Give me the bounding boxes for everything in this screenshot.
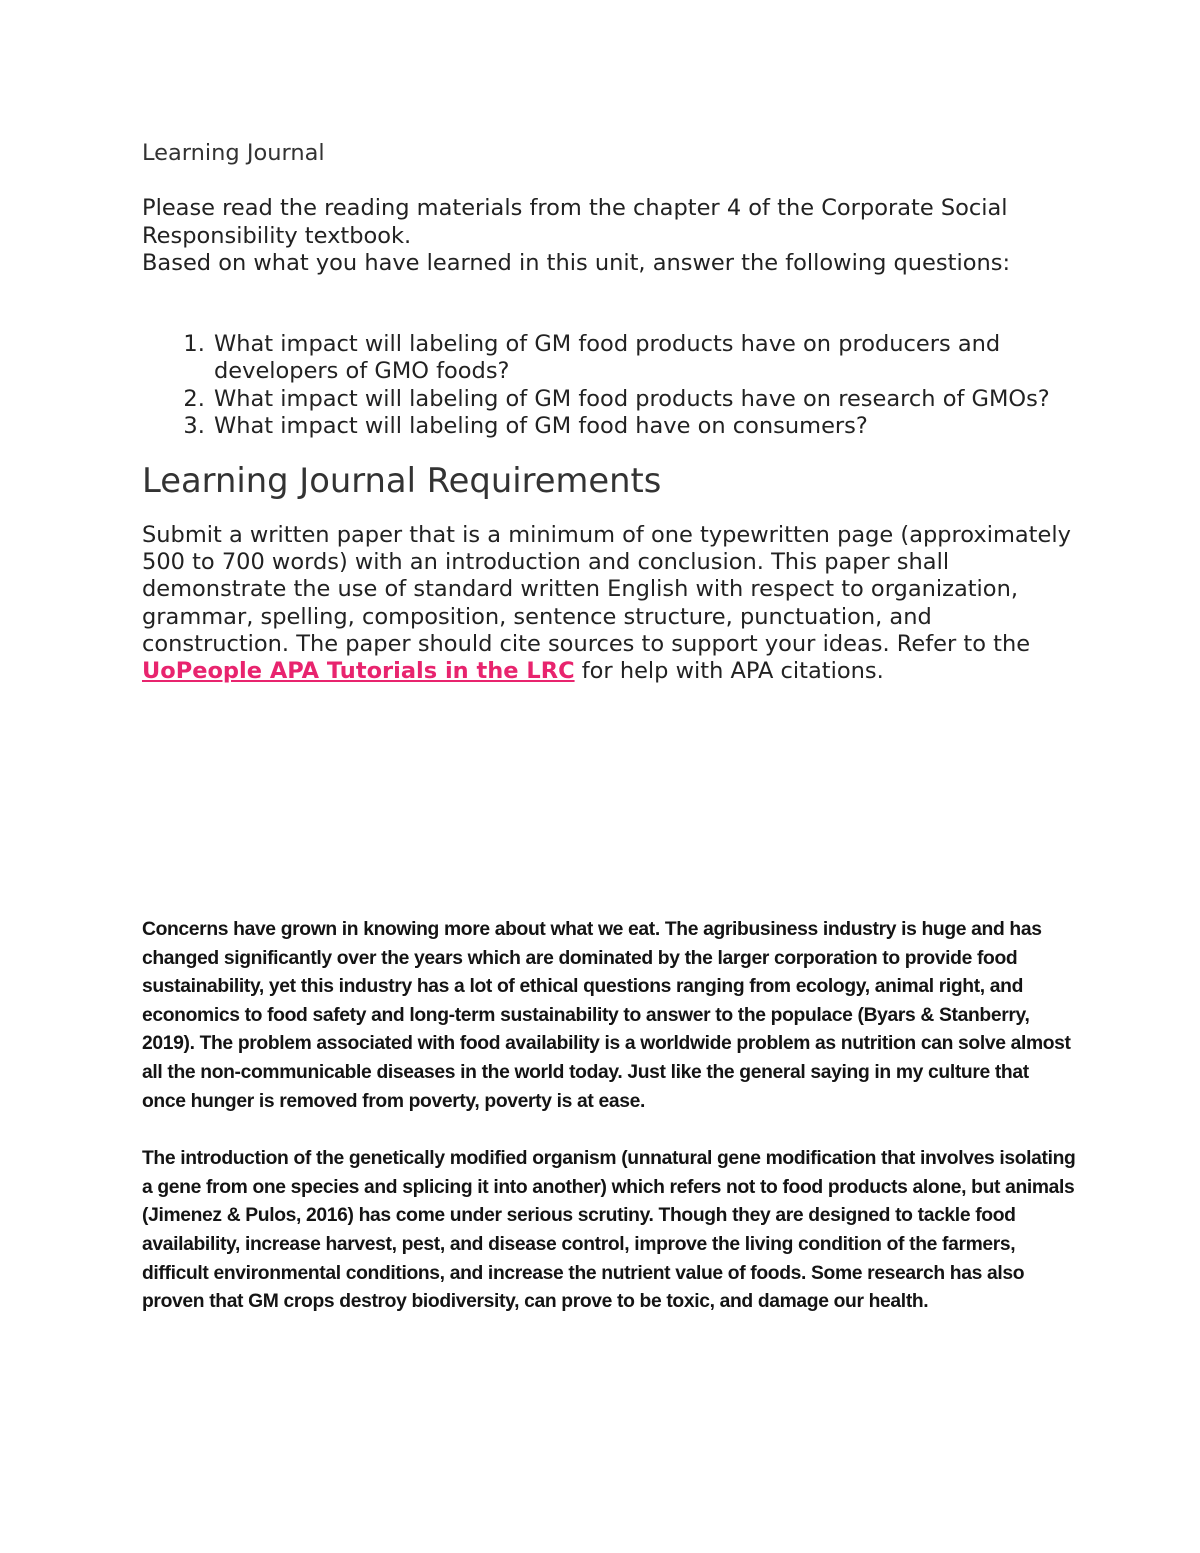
requirements-paragraph [142,522,1072,686]
apa-tutorials-link[interactable]: UoPeople APA Tutorials in the LRC [142,658,575,685]
question-item: 1. What impact will labeling of GM food products have on producers and developers of GMO foods? [212,331,1072,386]
question-list [142,331,1072,440]
essay-paragraph-2: The introduction of the genetically modified organism (unnatural gene modification that involves isolating a gene from one species and splicing it into another) which refers not to food products alone, but animals (Jimenez & Pulos, 2016) has come under serious scrutiny. Though they are designed to tackle food availability, increase harvest, pest, and disease control, improve the living condition of the farmers, difficult environmental conditions, and increase the nutrient value of foods. Some research has also proven that GM crops destroy biodiversity, can prove to be toxic, and damage our health. [142,1148,1076,1313]
instruction-paragraph: Based on what you have learned in this unit, answer the following questions: [142,249,1011,276]
question-item: 3. What impact will labeling of GM food have on consumers? [212,413,1072,440]
assignment-prompt [142,140,1072,685]
requirements-text: Submit a written paper that is a minimum of one typewritten page (approximately 500 to 700 words) with an introduction and conclusion. This paper shall demonstrate the use of standard written English with respect to organization, grammar, spelling, composition, sentence structure, punctuation, and construction. The paper should cite sources to support your ideas. Refer to the [142,521,1071,657]
intro-paragraph: Please read the reading materials from the chapter 4 of the Corporate Social Responsibility textbook. [142,195,1008,249]
spacer [142,1116,1077,1145]
requirements-text-end: for help with APA citations. [574,658,884,685]
essay-body [142,916,1077,1317]
essay-paragraph-1: Concerns have grown in knowing more about what we eat. The agribusiness industry is huge and has changed significantly over the years which are dominated by the larger corporation to provide food sustainability, yet this industry has a lot of ethical questions ranging from ecology, animal right, and economics to food safety and long-term sustainability to answer to the populace (Byars & Stanberry, 2019). The problem associated with food availability is a worldwide problem as nutrition can solve almost all the non-communicable diseases in the world today. Just like the general saying in my culture that once hunger is removed from poverty, poverty is at ease. [142,919,1071,1112]
requirements-heading: Learning Journal Requirements [142,461,662,501]
question-item: 2. What impact will labeling of GM food products have on research of GMOs? [212,386,1072,413]
spacer [142,167,1072,195]
spacer [142,277,1072,331]
page-title: Learning Journal [142,140,325,166]
